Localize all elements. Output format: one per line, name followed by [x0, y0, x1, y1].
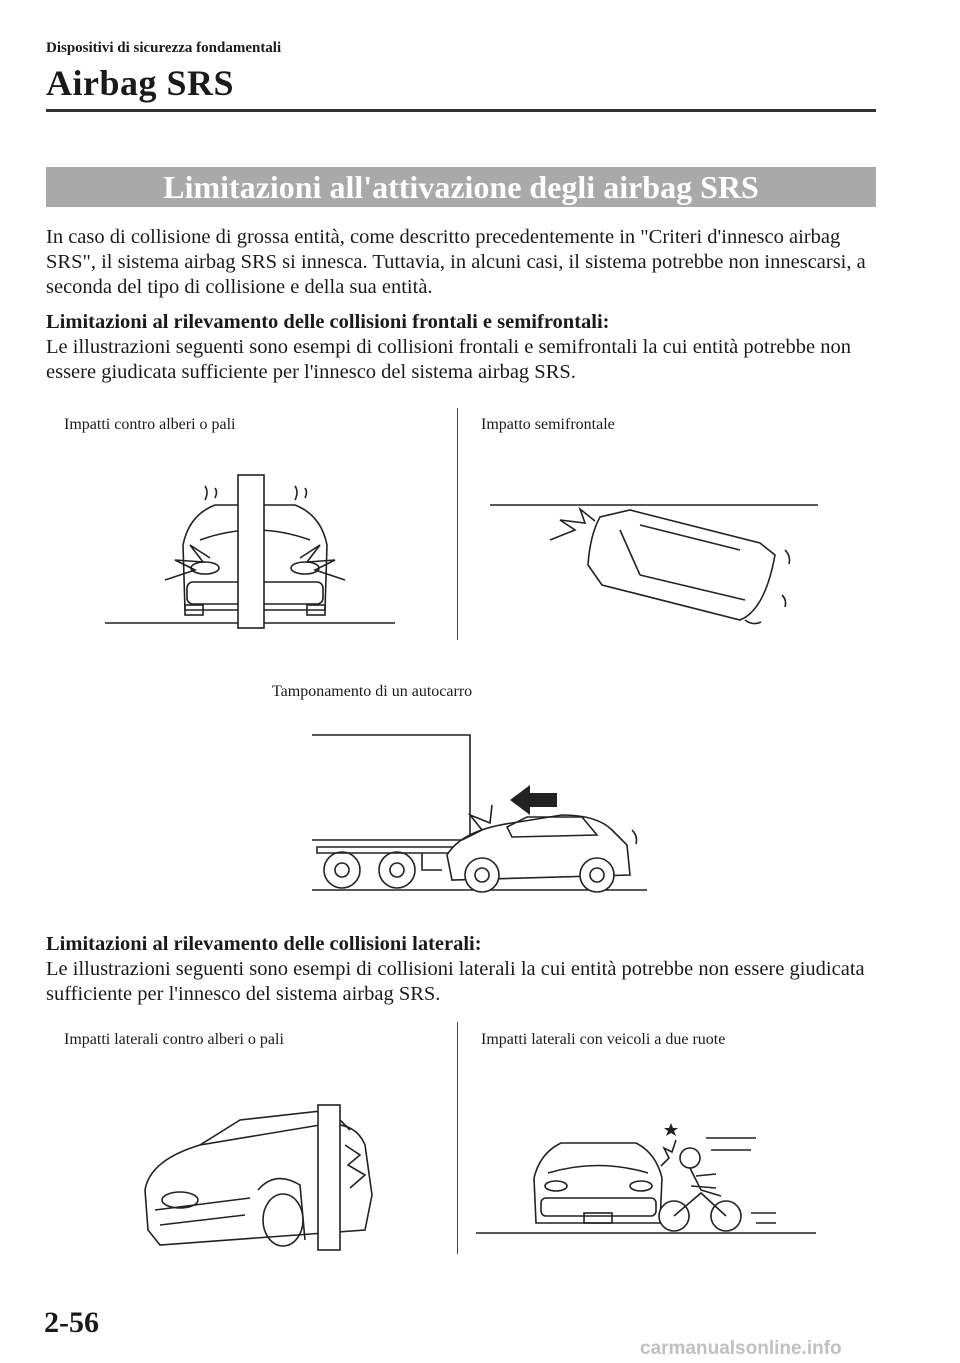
caption-pole-impact: Impatti contro alberi o pali — [64, 416, 236, 433]
side-heading: Limitazioni al rilevamento delle collisioni laterali: — [46, 933, 482, 955]
illustration-semi-frontal — [490, 495, 820, 630]
section-banner: Limitazioni all'attivazione degli airbag SRS — [46, 167, 876, 207]
page-number: 2-56 — [44, 1306, 99, 1339]
intro-paragraph — [46, 225, 876, 300]
running-head: Dispositivi di sicurezza fondamentali — [46, 40, 282, 56]
caption-two-wheel: Impatti laterali con veicoli a due ruote — [481, 1031, 726, 1048]
side-text: Le illustrazioni seguenti sono esempi di collisioni laterali la cui entità potrebbe non essere giudicata sufficiente per l'innesco del sistema airbag SRS. — [46, 958, 865, 1005]
caption-truck-rear-end: Tamponamento di un autocarro — [272, 683, 473, 700]
frontal-text: Le illustrazioni seguenti sono esempi di collisioni frontali e semifrontali la cui entità potrebbe non essere giudicata sufficiente per l'innesco del sistema airbag SRS. — [46, 336, 851, 383]
illustration-pole-frontal — [105, 470, 405, 635]
watermark: carmanualsonline.info — [640, 1338, 842, 1359]
caption-side-pole: Impatti laterali contro alberi o pali — [64, 1031, 284, 1048]
frontal-heading: Limitazioni al rilevamento delle collisioni frontali e semifrontali: — [46, 311, 610, 333]
figure-divider — [457, 408, 458, 640]
intro-text: In caso di collisione di grossa entità, come descritto precedentemente in "Criteri d'innesco airbag SRS", il sistema airbag SRS si innesca. Tuttavia, in alcuni casi, il sistema potrebbe non innescarsi, a seconda del tipo di collisione e della sua entità. — [46, 226, 866, 298]
chapter-title: Airbag SRS — [46, 63, 235, 103]
side-section — [46, 932, 876, 1007]
caption-semi-frontal: Impatto semifrontale — [481, 416, 615, 433]
illustration-truck-rear-end — [312, 735, 652, 895]
figure-divider — [457, 1022, 458, 1254]
illustration-side-pole — [140, 1100, 390, 1250]
illustration-two-wheel-impact — [476, 1118, 821, 1238]
frontal-section — [46, 310, 876, 385]
header-rule — [46, 109, 876, 112]
